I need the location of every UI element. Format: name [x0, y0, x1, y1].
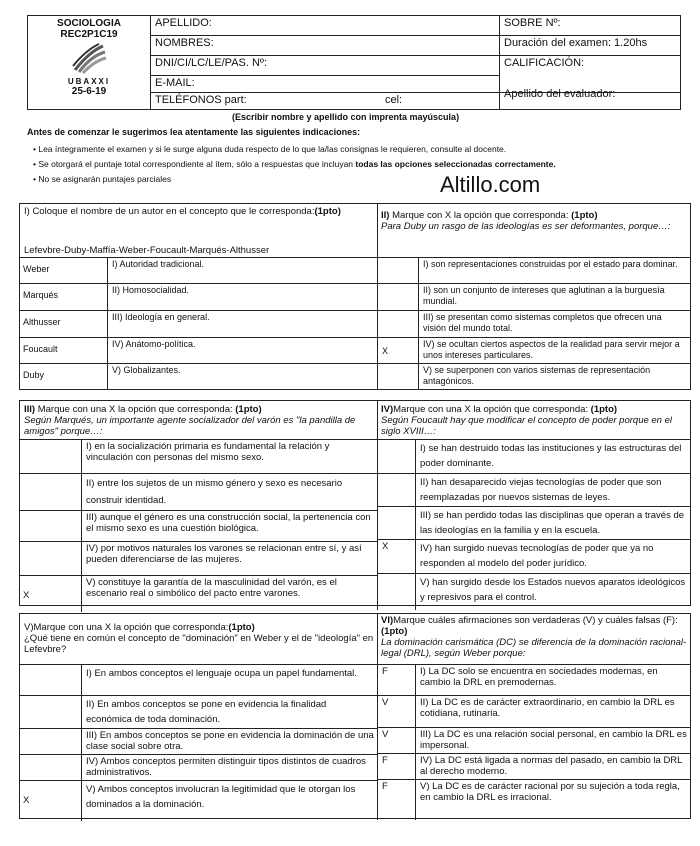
q2-option: IV) se ocultan ciertos aspectos de la realidad para servir mejor a unos intereses particulares.: [423, 339, 680, 360]
q3-mark[interactable]: [19, 511, 81, 513]
q4-mark[interactable]: [378, 440, 415, 442]
q4-mark[interactable]: [378, 574, 415, 576]
q1-author-list: Lefevbre-Duby-Maffía-Weber-Foucault-Marqués-Althusser: [24, 245, 270, 256]
instructions-title: Antes de comenzar le sugerimos lea atentamente las siguientes indicaciones:: [27, 127, 361, 137]
q5-mark[interactable]: [19, 696, 81, 698]
q1-item: IV) Anátomo-política.: [112, 339, 196, 349]
q4-option: III) se han perdido todas las disciplinas que operan a través de las ideologías en la familia y en la escuela.: [420, 510, 685, 536]
telefonos-label: TELÉFONOS part:: [155, 94, 247, 107]
instruction-item: • Lea íntegramente el examen y si le surge alguna duda respecto de lo que la/las consignas le requieren, consulte al docente.: [33, 144, 507, 154]
sobre-label: SOBRE Nº:: [504, 17, 561, 29]
nombres-label: NOMBRES:: [155, 37, 214, 50]
q5-mark[interactable]: [19, 665, 81, 667]
q1-item: V) Globalizantes.: [112, 365, 181, 375]
q1-item: II) Homosocialidad.: [112, 285, 190, 295]
q3-mark[interactable]: X: [23, 590, 30, 601]
subject-label: SOCIOLOGIA: [57, 18, 121, 29]
q4-prompt: IV)Marque con una X la opción que corresponda: (1pto) Según Foucault hay que modificar el concepto de poder porque en el siglo XVIII…:: [381, 404, 673, 437]
q4-option: V) han surgido desde los Estados nuevos aparatos ideológicos y represivos para el control.: [420, 577, 686, 603]
q2-mark[interactable]: [378, 284, 418, 291]
apellido-label: APELLIDO:: [155, 17, 212, 29]
q2-option: I) son representaciones construidas por el estado para dominar.: [423, 259, 678, 269]
q5-option: I) En ambos conceptos el lenguaje ocupa un papel fundamental.: [86, 668, 357, 679]
q3-mark[interactable]: [19, 474, 81, 476]
q5-prompt: V)Marque con una X la opción que corresponda:(1pto) ¿Qué tiene en común el concepto de "dominación" en Weber y el de "ideología" en Lefevbre?: [24, 622, 374, 655]
q1-prompt: I) Coloque el nombre de un autor en el concepto que le corresponda:(1pto): [24, 206, 341, 217]
q4-mark[interactable]: [378, 507, 415, 509]
q2-option: V) se superponen con varios sistemas de representación antagónicos.: [423, 365, 651, 386]
q5-mark[interactable]: [19, 729, 81, 731]
exam-code: REC2P1C19: [60, 29, 118, 40]
q5-option: II) En ambos conceptos se pone en evidencia la finalidad económica de toda dominación.: [86, 699, 327, 725]
q2-prompt: II) Marque con X la opción que corresponda: (1pto) Para Duby un rasgo de las ideologías es ser deformantes, porque…:: [381, 210, 671, 232]
q6-statement: V) La DC es de carácter racional por su sujeción a toda regla, en cambio la DRL es irracional.: [420, 781, 680, 803]
q1-answer[interactable]: Foucault: [23, 344, 58, 354]
duracion-cell: [500, 36, 681, 56]
q2-mark[interactable]: [378, 364, 418, 371]
q3-mark[interactable]: [19, 440, 81, 459]
q3-prompt: III) Marque con una X la opción que corresponda: (1pto) Según Marqués, un importante agente socializador del varón es "la pandilla de amigos" porque…:: [24, 404, 356, 437]
instruction-item: • No se asignarán puntajes parciales: [33, 174, 172, 184]
sobre-field[interactable]: [500, 16, 681, 36]
q1-answer[interactable]: Weber: [23, 264, 50, 274]
header-note: (Escribir nombre y apellido con imprenta mayúscula): [232, 112, 460, 122]
q3-option: I) en la socialización primaria es fundamental la relación y vinculación con personas del mismo sexo.: [86, 441, 330, 464]
ubaxxi-logo-icon: [69, 42, 109, 74]
instruction-item: • Se otorgará el puntaje total correspondiente al ítem, sólo a respuestas que incluyan todas las opciones seleccionadas correctamente.: [33, 159, 556, 169]
evaluador-field[interactable]: [500, 87, 681, 110]
logo-cell: [28, 16, 151, 110]
q2-mark[interactable]: [378, 258, 418, 265]
q6-prompt: VI)Marque cuáles afirmaciones son verdaderas (V) y cuáles falsas (F):(1pto) La dominación carismática (DC) se diferencia de la dominación racional-legal (DRL), según Weber porque:: [381, 615, 687, 659]
q6-statement: II) La DC es de carácter extraordinario, en cambio la DRL es cotidiana, rutinaria.: [420, 697, 675, 719]
watermark: Altillo.com: [440, 172, 541, 197]
q6-table: [377, 664, 691, 820]
evaluador-label: Apellido del evaluador:: [504, 87, 616, 100]
q5-option: V) Ambos conceptos involucran la legitimidad que le otorgan los dominados a la dominación.: [86, 784, 356, 810]
q3-option: III) aunque el género es una construcción social, la pertenencia con el mismo sexo es una cuestión biológica.: [86, 512, 371, 535]
dni-field[interactable]: [151, 56, 500, 76]
q3-option: II) entre los sujetos de un mismo género y sexo es necesario construir identidad.: [86, 478, 343, 506]
q4-mark[interactable]: X: [382, 541, 389, 552]
q3-table: [19, 439, 378, 612]
q4-option: II) han desaparecido viejas tecnologías de poder que son reemplazadas por nuevos sistemas de leyes.: [420, 477, 662, 503]
q4-option: IV) han surgido nuevas tecnologías de poder que ya no responden al modelo del poder jurídico.: [420, 543, 654, 569]
q4-table: [377, 439, 691, 610]
q1-item: III) Ideología en general.: [112, 312, 210, 322]
q6-mark[interactable]: F: [382, 781, 388, 792]
q4-option: I) se han destruido todas las instituciones y las estructuras del poder dominante.: [420, 443, 682, 469]
q5-table: [19, 664, 378, 821]
q6-statement: IV) La DC está ligada a normas del pasado, en cambio la DRL al derecho moderno.: [420, 755, 683, 777]
nombres-field[interactable]: [151, 36, 500, 56]
cel-label: cel:: [385, 94, 403, 107]
email-field[interactable]: [151, 76, 500, 93]
q3-option: V) constituye la garantía de la masculinidad del varón, es el escenario real o simbólico del pacto entre varones.: [86, 577, 337, 600]
q6-statement: I) La DC solo se encuentra en sociedades modernas, en cambio la DRL en premodernas.: [420, 666, 658, 688]
logo-text: UBAXXI: [67, 77, 111, 86]
q6-mark[interactable]: V: [382, 729, 389, 740]
q1-answer[interactable]: Marqués: [23, 290, 59, 300]
q2-mark[interactable]: X: [382, 346, 389, 356]
q6-statement: III) La DC es una relación social personal, en cambio la DRL es impersonal.: [420, 729, 687, 751]
q2-table: [377, 257, 691, 390]
apellido-field[interactable]: [151, 16, 500, 36]
q1-answer[interactable]: Althusser: [23, 317, 61, 327]
q2-mark[interactable]: [378, 311, 418, 318]
telefonos-field[interactable]: [151, 93, 500, 110]
q6-mark[interactable]: V: [382, 697, 389, 708]
exam-date: 25-6-19: [71, 86, 107, 97]
q6-mark[interactable]: F: [382, 666, 388, 677]
q1-answer[interactable]: Duby: [23, 370, 45, 380]
q4-mark[interactable]: [378, 474, 415, 476]
q5-option: III) En ambos conceptos se pone en evidencia la dominación de una clase social sobre otra.: [86, 730, 374, 752]
q3-mark[interactable]: [19, 542, 81, 544]
q5-option: IV) Ambos conceptos permiten distinguir tipos distintos de cuadros administrativos.: [86, 756, 366, 778]
q6-mark[interactable]: F: [382, 755, 388, 766]
q2-option: II) son un conjunto de intereses que aglutinan a la burguesía mundial.: [423, 285, 665, 306]
duracion-label: Duración del examen: 1.20hs: [504, 37, 648, 50]
q2-option: III) se presentan como sistemas completos que ofrecen una visión del mundo total.: [423, 312, 662, 333]
q5-mark[interactable]: [19, 755, 81, 757]
dni-label: DNI/CI/LC/LE/PAS. Nº:: [155, 57, 268, 70]
q1-item: I) Autoridad tradicional.: [112, 259, 205, 269]
header-table: [27, 15, 681, 110]
q5-mark[interactable]: X: [23, 795, 30, 806]
q3-option: IV) por motivos naturales los varones se relacionan entre sí, y así pueden diferenciarse de las mujeres.: [86, 543, 362, 566]
q1-table: [19, 257, 378, 390]
calificacion-label: CALIFICACIÓN:: [504, 57, 585, 70]
email-label: E-MAIL:: [155, 77, 195, 90]
